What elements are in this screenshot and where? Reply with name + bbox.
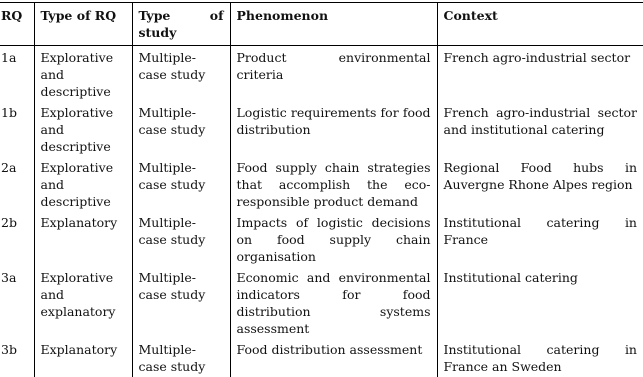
research-questions-table (0, 2, 643, 377)
table-row (0, 212, 643, 267)
cell-phenomenon: Food supply chain strategies that accomplish the eco-responsible product demand (230, 157, 437, 212)
header-context: Context (437, 3, 643, 46)
cell-type-of-rq: Explorative and descriptive (34, 46, 132, 103)
cell-type-of-study: Multiple-case study (132, 212, 230, 267)
cell-type-of-rq: Explanatory (34, 339, 132, 377)
table-row (0, 157, 643, 212)
table-header (0, 3, 643, 46)
header-phenomenon: Phenomenon (230, 3, 437, 46)
cell-context: Institutional catering (437, 267, 643, 339)
cell-phenomenon: Impacts of logistic decisions on food supply chain organisation (230, 212, 437, 267)
cell-type-of-study: Multiple-case study (132, 339, 230, 377)
cell-phenomenon: Economic and environmental indicators for food distribution systems assessment (230, 267, 437, 339)
table-row (0, 46, 643, 103)
header-rq: RQ (0, 3, 34, 46)
header-type-of-rq: Type of RQ (34, 3, 132, 46)
cell-rq: 3a (0, 267, 34, 339)
table-body (0, 46, 643, 377)
cell-phenomenon: Logistic requirements for food distribution (230, 102, 437, 157)
header-type-of-study: Type of study (132, 3, 230, 46)
cell-context: French agro-industrial sector (437, 46, 643, 103)
cell-rq: 1a (0, 46, 34, 103)
cell-type-of-rq: Explorative and descriptive (34, 157, 132, 212)
cell-type-of-study: Multiple-case study (132, 46, 230, 103)
table-row (0, 339, 643, 377)
table-row (0, 267, 643, 339)
table-row (0, 102, 643, 157)
cell-context: Institutional catering in France an Sweden (437, 339, 643, 377)
cell-context: French agro-industrial sector and institutional catering (437, 102, 643, 157)
header-row (0, 3, 643, 46)
cell-type-of-rq: Explanatory (34, 212, 132, 267)
cell-rq: 3b (0, 339, 34, 377)
cell-rq: 2b (0, 212, 34, 267)
cell-phenomenon: Product environmental criteria (230, 46, 437, 103)
cell-rq: 2a (0, 157, 34, 212)
cell-type-of-study: Multiple-case study (132, 102, 230, 157)
cell-rq: 1b (0, 102, 34, 157)
cell-phenomenon: Food distribution assessment (230, 339, 437, 377)
cell-type-of-rq: Explorative and explanatory (34, 267, 132, 339)
cell-type-of-rq: Explorative and descriptive (34, 102, 132, 157)
cell-context: Institutional catering in France (437, 212, 643, 267)
cell-context: Regional Food hubs in Auvergne Rhone Alpes region (437, 157, 643, 212)
cell-type-of-study: Multiple-case study (132, 157, 230, 212)
cell-type-of-study: Multiple-case study (132, 267, 230, 339)
